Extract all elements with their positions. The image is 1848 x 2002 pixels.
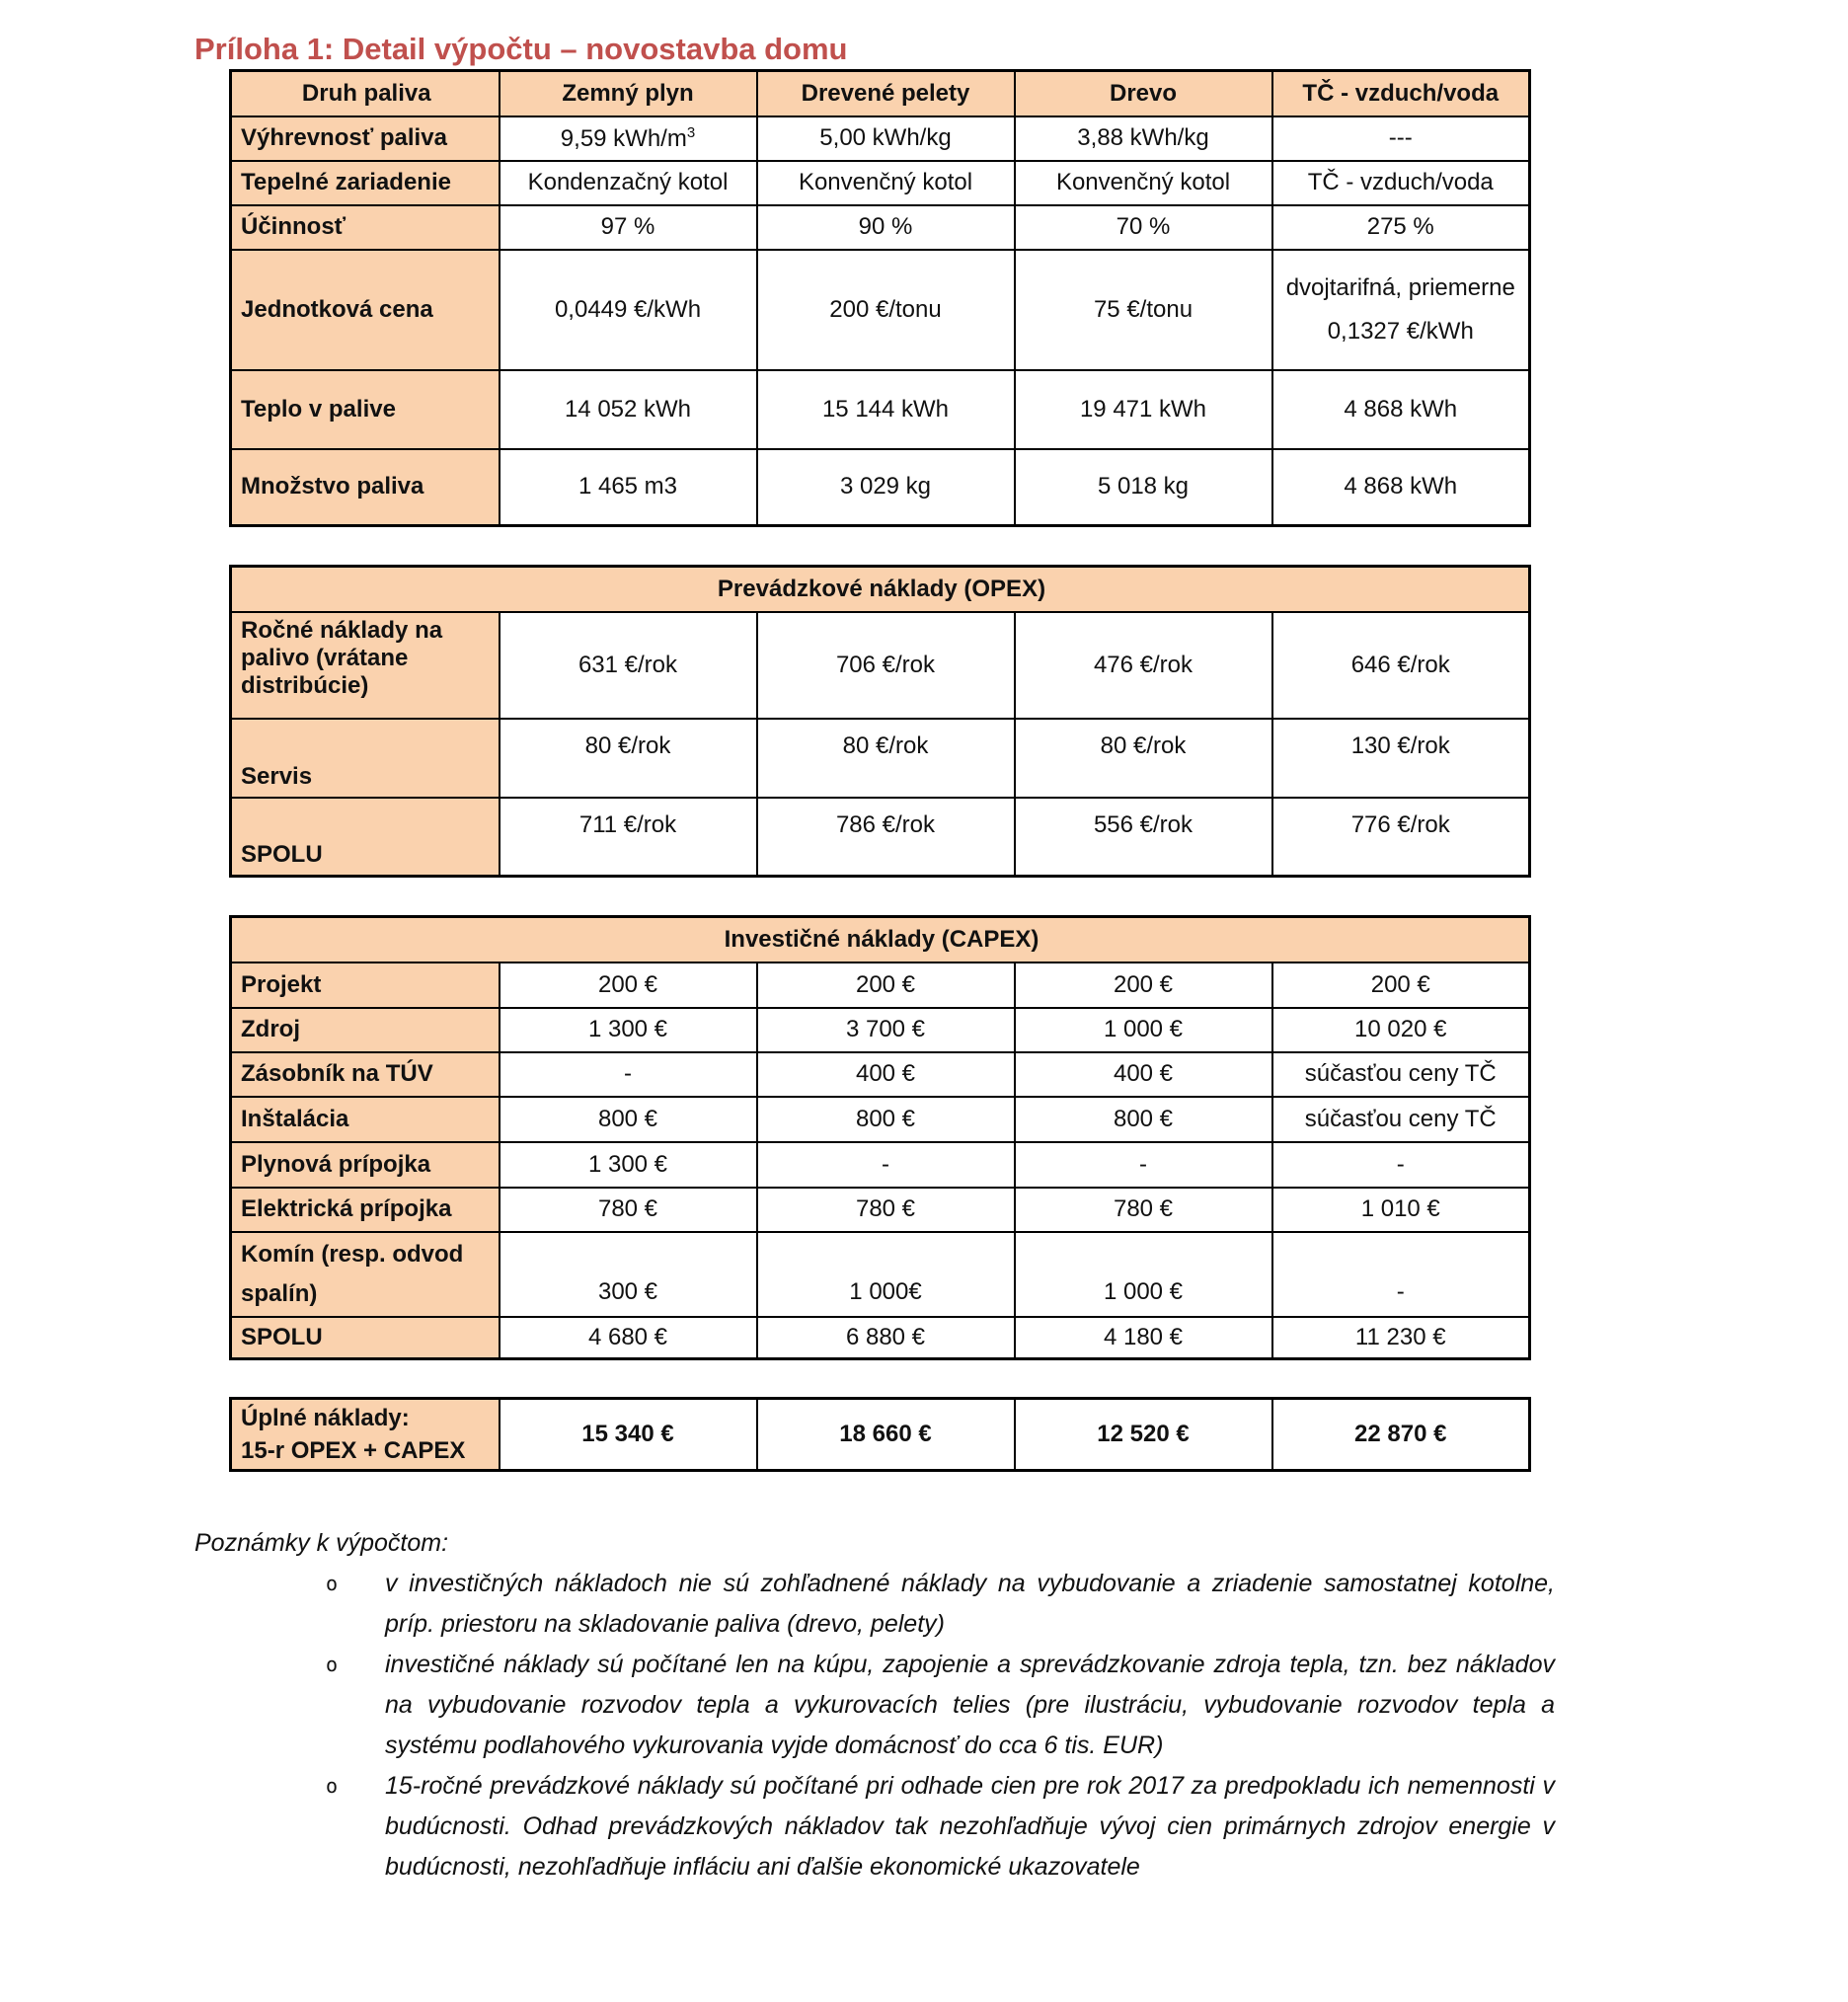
table-row xyxy=(231,1097,1530,1142)
table-row xyxy=(231,719,1530,798)
cell-value xyxy=(1272,250,1530,370)
cell-line: dvojtarifná, priemerne xyxy=(1285,273,1515,301)
opex-table-body xyxy=(231,567,1530,877)
column-header: Drevo xyxy=(1015,71,1272,116)
row-label: Inštalácia xyxy=(231,1097,500,1142)
cell-value: 400 € xyxy=(1015,1052,1272,1097)
table-row xyxy=(231,205,1530,250)
table-row xyxy=(231,962,1530,1008)
table-row xyxy=(231,798,1530,877)
table-row xyxy=(231,1232,1530,1317)
cell-value: 80 €/rok xyxy=(500,719,757,798)
row-label: Teplo v palive xyxy=(231,370,500,449)
cell-value: 9,59 kWh/$m^3$ xyxy=(500,116,757,161)
table-row xyxy=(231,161,1530,205)
cell-value: súčasťou ceny TČ xyxy=(1272,1097,1530,1142)
cell-value: 15 340 € xyxy=(500,1399,757,1471)
cell-value: 18 660 € xyxy=(757,1399,1015,1471)
bullet-marker: o xyxy=(326,1774,339,1798)
table-row xyxy=(231,1317,1530,1359)
cell-value: 776 €/rok xyxy=(1272,798,1530,877)
cell-value: --- xyxy=(1272,116,1530,161)
cell-value: 3 029 kg xyxy=(757,449,1015,526)
row-label: Servis xyxy=(231,719,500,798)
row-label xyxy=(231,1399,500,1471)
note-item xyxy=(326,1564,1848,1645)
cell-value: 10 020 € xyxy=(1272,1008,1530,1052)
cell-line: 0,1327 €/kWh xyxy=(1327,317,1474,345)
column-header: Zemný plyn xyxy=(500,71,757,116)
notes-section xyxy=(194,1523,1848,1887)
cell-value: 22 870 € xyxy=(1272,1399,1530,1471)
fuel-parameters-table-body xyxy=(231,71,1530,526)
cell-value: Konvenčný kotol xyxy=(757,161,1015,205)
cell-value: TČ - vzduch/voda xyxy=(1272,161,1530,205)
notes-heading: Poznámky k výpočtom: xyxy=(194,1529,449,1557)
cell-value: 11 230 € xyxy=(1272,1317,1530,1359)
note-text: investičné náklady sú počítané len na kúpu, zapojenie a sprevádzkovanie zdroja tepla, tzn. bez nákladov na vybudovanie rozvodov tepla a vykurovacích telies (pre ilustráciu, vybudovanie rozvodov tepla a systému podlahového vykurovania vyjde domácnosť do cca 6 tis. EUR) xyxy=(385,1651,1555,1759)
cell-value: 800 € xyxy=(1015,1097,1272,1142)
row-label: Zásobník na TÚV xyxy=(231,1052,500,1097)
cell-value: 80 €/rok xyxy=(1015,719,1272,798)
table-row xyxy=(231,1008,1530,1052)
cell-value: 0,0449 €/kWh xyxy=(500,250,757,370)
note-item xyxy=(326,1766,1848,1887)
row-label: Elektrická prípojka xyxy=(231,1188,500,1232)
note-item xyxy=(326,1645,1848,1766)
row-label: Plynová prípojka xyxy=(231,1142,500,1188)
row-label: Zdroj xyxy=(231,1008,500,1052)
table-row xyxy=(231,449,1530,526)
cell-value: 1 010 € xyxy=(1272,1188,1530,1232)
total-costs-table-body xyxy=(231,1399,1530,1471)
capex-table-title-row xyxy=(231,917,1530,962)
cell-value: 90 % xyxy=(757,205,1015,250)
cell-value: 4 680 € xyxy=(500,1317,757,1359)
cell-value: - xyxy=(1272,1142,1530,1188)
row-label xyxy=(231,612,500,719)
cell-value: 5,00 kWh/kg xyxy=(757,116,1015,161)
total-costs-table xyxy=(229,1397,1531,1472)
cell-value: 556 €/rok xyxy=(1015,798,1272,877)
cell-value: 1 000 € xyxy=(1015,1232,1272,1317)
cell-value: 4 868 kWh xyxy=(1272,370,1530,449)
cell-value: 400 € xyxy=(757,1052,1015,1097)
column-header: TČ - vzduch/voda xyxy=(1272,71,1530,116)
cell-value: - xyxy=(757,1142,1015,1188)
cell-value: 200 € xyxy=(1015,962,1272,1008)
cell-line: Úplné náklady: xyxy=(241,1405,410,1431)
row-label xyxy=(231,1232,500,1317)
row-label: SPOLU xyxy=(231,798,500,877)
cell-value: 780 € xyxy=(500,1188,757,1232)
opex-table-title: Prevádzkové náklady (OPEX) xyxy=(231,567,1530,612)
cell-value: 3,88 kWh/kg xyxy=(1015,116,1272,161)
cell-line: palivo (vrátane xyxy=(241,644,409,671)
cell-value: 1 000€ xyxy=(757,1232,1015,1317)
cell-value: 19 471 kWh xyxy=(1015,370,1272,449)
cell-value: 1 300 € xyxy=(500,1142,757,1188)
cell-value: Kondenzačný kotol xyxy=(500,161,757,205)
cell-value: 200 € xyxy=(500,962,757,1008)
table-row xyxy=(231,370,1530,449)
column-header: Druh paliva xyxy=(231,71,500,116)
cell-line: distribúcie) xyxy=(241,671,369,699)
bullet-marker: o xyxy=(326,1653,339,1676)
cell-value: súčasťou ceny TČ xyxy=(1272,1052,1530,1097)
cell-value: 631 €/rok xyxy=(500,612,757,719)
cell-value: 780 € xyxy=(757,1188,1015,1232)
page-title: Príloha 1: Detail výpočtu – novostavba domu xyxy=(194,32,848,66)
cell-value: 15 144 kWh xyxy=(757,370,1015,449)
table-row xyxy=(231,1052,1530,1097)
notes-list xyxy=(194,1564,1848,1887)
cell-value: 6 880 € xyxy=(757,1317,1015,1359)
cell-line: Komín (resp. odvod xyxy=(241,1240,464,1268)
cell-value: 70 % xyxy=(1015,205,1272,250)
bullet-marker: o xyxy=(326,1572,339,1595)
cell-value: - xyxy=(1015,1142,1272,1188)
table-row xyxy=(231,116,1530,161)
cell-value: - xyxy=(1272,1232,1530,1317)
cell-value: 3 700 € xyxy=(757,1008,1015,1052)
cell-value: 12 520 € xyxy=(1015,1399,1272,1471)
cell-value: 300 € xyxy=(500,1232,757,1317)
cell-value: 1 300 € xyxy=(500,1008,757,1052)
superscript: 3 xyxy=(686,123,696,141)
note-text: v investičných nákladoch nie sú zohľadnené náklady na vybudovanie a zriadenie samostatnej kotolne, príp. priestoru na skladovanie paliva (drevo, pelety) xyxy=(385,1570,1555,1638)
cell-value: 4 868 kWh xyxy=(1272,449,1530,526)
cell-value: 130 €/rok xyxy=(1272,719,1530,798)
row-label: Výhrevnosť paliva xyxy=(231,116,500,161)
cell-value: 14 052 kWh xyxy=(500,370,757,449)
cell-value: 1 465 m3 xyxy=(500,449,757,526)
cell-value: 80 €/rok xyxy=(757,719,1015,798)
cell-value: - xyxy=(500,1052,757,1097)
table-row xyxy=(231,250,1530,370)
cell-value: 780 € xyxy=(1015,1188,1272,1232)
cell-line: spalín) xyxy=(241,1279,318,1307)
cell-value: 200 € xyxy=(757,962,1015,1008)
cell-value: 5 018 kg xyxy=(1015,449,1272,526)
table-row xyxy=(231,1142,1530,1188)
note-text: 15-ročné prevádzkové náklady sú počítané pri odhade cien pre rok 2017 za predpokladu ich nemennosti v budúcnosti. Odhad prevádzkových nákladov tak nezohľadňuje vývoj cien primárnych zdrojov energie v budúcnosti, nezohľadňuje infláciu ani ďalšie ekonomické ukazovatele xyxy=(385,1772,1555,1881)
cell-value: 275 % xyxy=(1272,205,1530,250)
row-label: Množstvo paliva xyxy=(231,449,500,526)
cell-value: 706 €/rok xyxy=(757,612,1015,719)
capex-table xyxy=(229,915,1531,1360)
table-row xyxy=(231,612,1530,719)
cell-value: 200 €/tonu xyxy=(757,250,1015,370)
cell-value: 711 €/rok xyxy=(500,798,757,877)
fuel-table-header-row xyxy=(231,71,1530,116)
cell-value: 476 €/rok xyxy=(1015,612,1272,719)
row-label: Tepelné zariadenie xyxy=(231,161,500,205)
cell-line: 15-r OPEX + CAPEX xyxy=(241,1437,466,1464)
row-label: Jednotková cena xyxy=(231,250,500,370)
row-label: Projekt xyxy=(231,962,500,1008)
capex-table-body xyxy=(231,917,1530,1359)
cell-value: 97 % xyxy=(500,205,757,250)
cell-value: 800 € xyxy=(500,1097,757,1142)
fuel-parameters-table xyxy=(229,69,1531,527)
table-row xyxy=(231,1188,1530,1232)
cell-value: 646 €/rok xyxy=(1272,612,1530,719)
table-row xyxy=(231,1399,1530,1471)
row-label: Účinnosť xyxy=(231,205,500,250)
opex-table xyxy=(229,565,1531,878)
cell-value: 800 € xyxy=(757,1097,1015,1142)
column-header: Drevené pelety xyxy=(757,71,1015,116)
row-label: SPOLU xyxy=(231,1317,500,1359)
cell-value: Konvenčný kotol xyxy=(1015,161,1272,205)
cell-value: 75 €/tonu xyxy=(1015,250,1272,370)
cell-value: 1 000 € xyxy=(1015,1008,1272,1052)
cell-value: 4 180 € xyxy=(1015,1317,1272,1359)
capex-table-title: Investičné náklady (CAPEX) xyxy=(231,917,1530,962)
cell-value: 786 €/rok xyxy=(757,798,1015,877)
opex-table-title-row xyxy=(231,567,1530,612)
cell-value: 200 € xyxy=(1272,962,1530,1008)
cell-line: Ročné náklady na xyxy=(241,616,443,644)
